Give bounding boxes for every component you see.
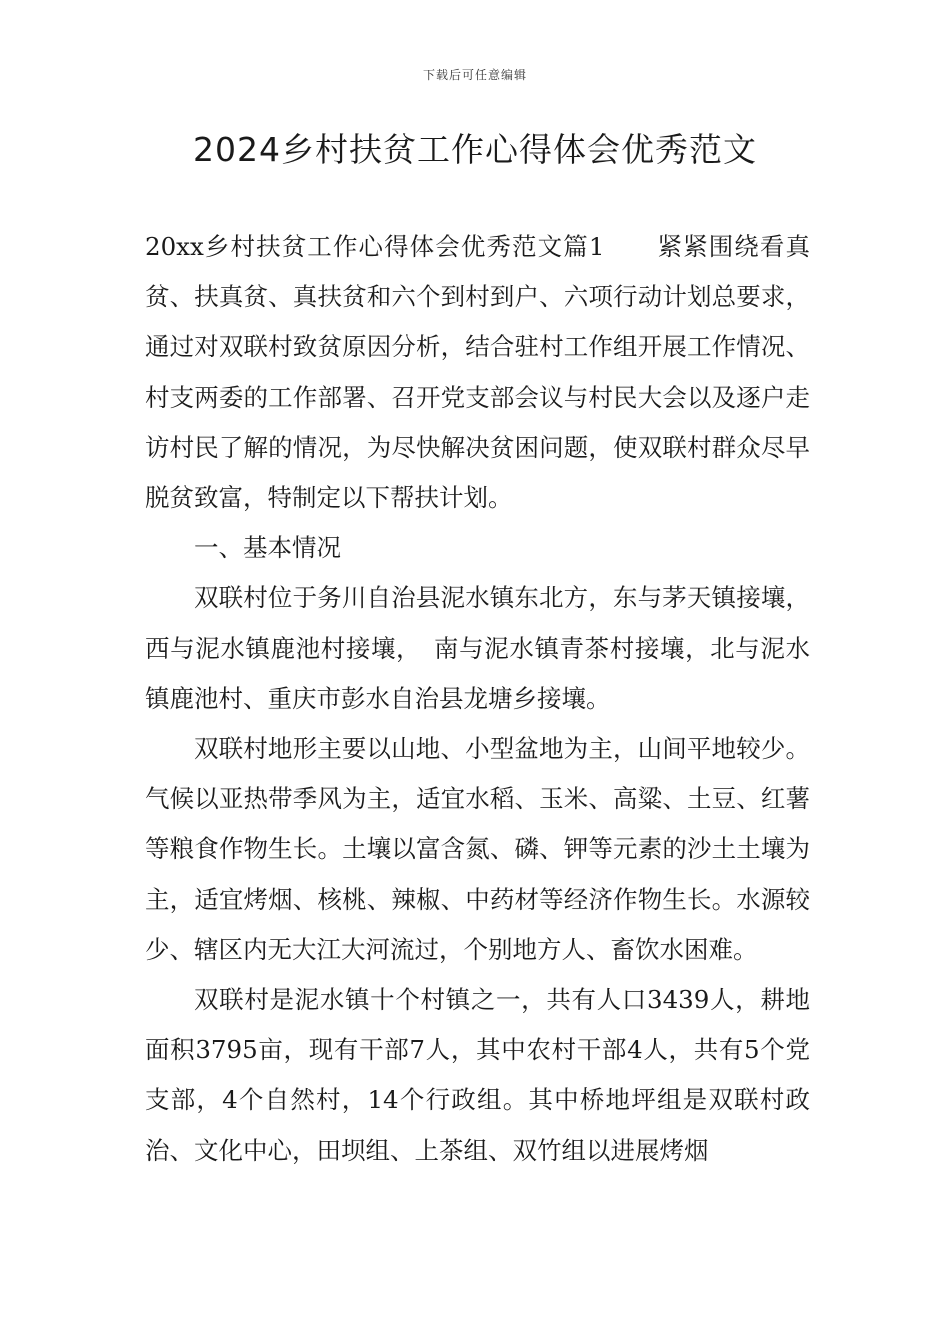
paragraph-location: 双联村位于务川自治县泥水镇东北方，东与茅天镇接壤，西与泥水镇鹿池村接壤， 南与泥水镇青茶村接壤，北与泥水镇鹿池村、重庆市彭水自治县龙塘乡接壤。: [145, 583, 810, 713]
intro-text: 紧紧围绕看真贫、扶真贫、真扶贫和六个到村到户、六项行动计划总要求，通过对双联村致贫原因分析，结合驻村工作组开展工作情况、村支两委的工作部署、召开党支部会议与村民大会以及逐户走访村民了解的情况，为尽快解决贫困问题，使双联村群众尽早脱贫致富，特制定以下帮扶计划。: [145, 232, 810, 513]
intro-heading: 20xx乡村扶贫工作心得体会优秀范文篇1: [145, 232, 605, 261]
page-header-note: 下载后可任意编辑: [422, 68, 527, 82]
paragraph-terrain: 双联村地形主要以山地、小型盆地为主，山间平地较少。气候以亚热带季风为主，适宜水稻、玉米、高粱、土豆、红薯等粮食作物生长。土壤以富含氮、磷、钾等元素的沙土土壤为主，适宜烤烟、核桃、辣椒、中药材等经济作物生长。水源较少、辖区内无大江大河流过，个别地方人、畜饮水困难。: [145, 734, 810, 964]
paragraph-population: 双联村是泥水镇十个村镇之一，共有人口3439人，耕地面积3795亩，现有干部7人，其中农村干部4人，共有5个党支部，4个自然村，14个行政组。其中桥地坪组是双联村政治、文化中心，田坝组、上茶组、双竹组以进展烤烟: [145, 985, 810, 1165]
document-body: [145, 222, 810, 1176]
document-title: 2024乡村扶贫工作心得体会优秀范文: [193, 130, 757, 169]
intro-paragraph: [145, 222, 810, 523]
section-heading-basic-info: 一、基本情况: [194, 533, 341, 563]
